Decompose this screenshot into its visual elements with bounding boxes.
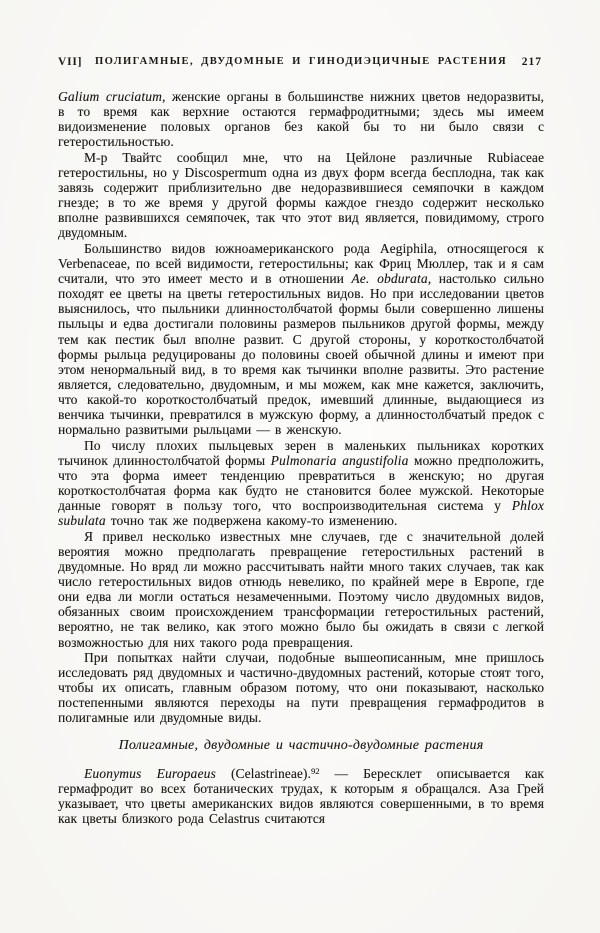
text-run: (Celastrineae). bbox=[215, 765, 311, 781]
latin-name-italic: Euonymus Europaeus bbox=[84, 765, 216, 781]
paragraph bbox=[58, 89, 544, 150]
paragraph bbox=[58, 529, 544, 650]
running-title: ПОЛИГАМНЫЕ, ДВУДОМНЫЕ И ГИНОДИЭЦИЧНЫЕ РАСТЕНИЯ bbox=[94, 56, 508, 67]
text-run: При попытках найти случаи, подобные вышеописанным, мне пришлось исследовать ряд двудомных и частично-двудомных растений, которые стоят того, чтобы их описать, главным образом потому, что они показывают, насколько постепенными являются переходы на пути превращения гермафродитов в полигамные или двудомные виды. bbox=[58, 649, 544, 726]
chapter-marker: VII] bbox=[58, 56, 83, 68]
text-column bbox=[58, 56, 544, 826]
text-run: можно предположить, что эта форма имеет тенденцию превратиться в женскую; но другая короткостолбчатая форма как будто не становится более мужской. Некоторые данные говорят в пользу того, что воспроизводительная система у bbox=[58, 452, 544, 514]
paragraph bbox=[58, 650, 544, 726]
page-number: 217 bbox=[521, 56, 542, 68]
text-run: Я привел несколько известных мне случаев, где с значительной долей вероятия можно предполагать превращение гетеростильных растений в двудомные. Но вряд ли можно рассчитывать найти много таких случаев, так как число гетеростильных видов отнюдь невелико, по крайней мере в Европе, где они едва ли могли остаться незамеченными. Поэтому число двудомных видов, обязанных своим происхождением трансформации гетеростильных растений, вероятно, не так велико, как этого можно было бы ожидать в связи с легкой возможностью для них такого рода превращения. bbox=[58, 528, 544, 650]
text-run: — Бересклет описывается как гермафродит во всех ботанических трудах, к которым я обращался. Аза Грей указывает, что цветы американских видов являются совершенными, в то время как цветы близкого рода Celastrus считаются bbox=[58, 765, 544, 827]
text-run: , женские органы в большинстве нижних цветов недоразвиты, в то время как верхние остаются гермафродитными; здесь мы имеем видоизменение половых органов без какой бы то ни было связи с гетеростильностью. bbox=[58, 89, 544, 150]
text-run: точно так же подвержена какому-то изменению. bbox=[105, 513, 398, 529]
latin-name-italic: Ae. obdurata bbox=[351, 270, 428, 286]
latin-name-italic: Phlox subulata bbox=[58, 498, 544, 529]
section-heading: Полигамные, двудомные и частично-двудомные растения bbox=[118, 736, 484, 752]
text-run: , настолько сильно походят ее цветы на цветы гетеростильных видов. Но при исследовании цветов выяснилось, что пыльники длинностолбчатой формы были совершенно лишены пыльцы и едва достигали половины размеров пыльников другой формы, между тем как пестик был вполне развит. С другой стороны, у короткостолбчатой формы рыльца редуцированы до половины своей обычной длины и имеют при этом ненормальный вид, в то время как тычинки вполне развиты. Это растение является, следовательно, двудомным, и мы можем, как мне кажется, заключить, что какой-то короткостолбчатый предок, имевший длинные, выдающиеся из венчика тычинки, превратился в мужскую форму, а длинностолбчатый предок с нормально развитыми рыльцами — в женскую. bbox=[58, 270, 545, 438]
page-body bbox=[58, 89, 544, 826]
paragraph bbox=[58, 438, 544, 529]
paragraph bbox=[58, 241, 544, 438]
paragraph bbox=[58, 150, 544, 241]
latin-name-italic: Pulmonaria angustifolia bbox=[270, 452, 409, 468]
text-run: Большинство видов южноамериканского рода Aegiphila, относящегося к Verbenaceae, по всей видимости, гетеростильны; как Фриц Мюллер, так и я сам считали, что это имеет место и в отношении bbox=[58, 240, 544, 286]
paragraph bbox=[58, 766, 544, 827]
text-run: По числу плохих пыльцевых зерен в маленьких пыльниках коротких тычинок длинностолбчатой формы bbox=[58, 437, 544, 468]
footnote-reference: 92 bbox=[310, 765, 320, 776]
latin-name-italic: Galium cruciatum bbox=[58, 89, 163, 104]
running-header bbox=[58, 56, 544, 71]
text-run: М-р Твайтс сообщил мне, что на Цейлоне различные Rubiaceae гетеростильны, но у Discospermum одна из двух форм всегда бесплодна, так как завязь содержит приблизительно две недоразвившиеся семяпочки в каждом гнезде; в то же время у другой формы каждое гнездо содержит несколько вполне развившихся семяпочек, так что этот вид является, повидимому, строго двудомным. bbox=[58, 149, 544, 241]
